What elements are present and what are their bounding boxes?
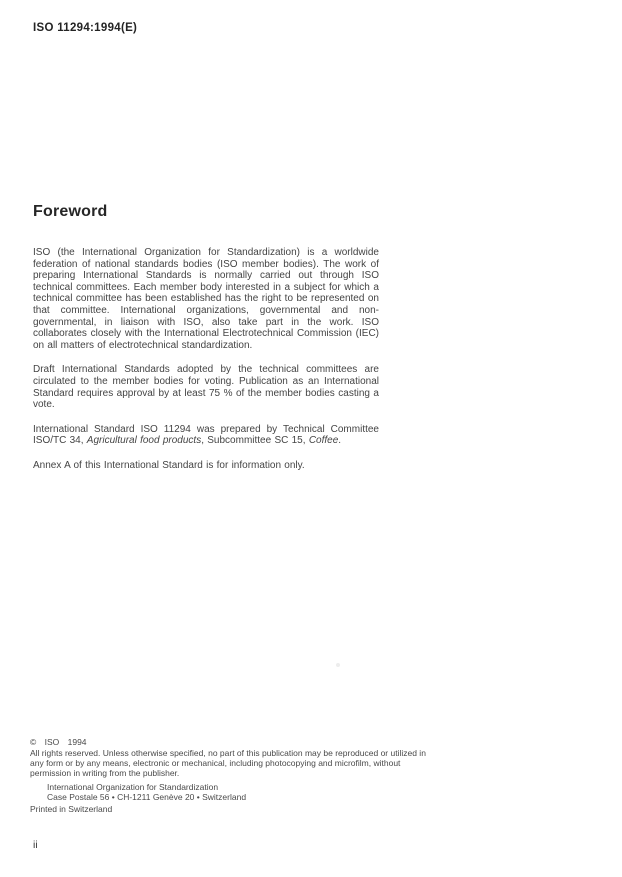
paragraph-3-segment: , Subcommittee SC 15, bbox=[201, 435, 309, 447]
paragraph-3-segment: International Standard ISO 11294 was prepared by Technical Committee ISO/TC 34, bbox=[33, 423, 379, 447]
publisher-address: Case Postale 56 • CH-1211 Genève 20 • Switzerland bbox=[47, 792, 247, 802]
publisher-name: International Organization for Standardization bbox=[47, 782, 219, 792]
copyright-notice: © ISO 1994 bbox=[30, 737, 87, 747]
rights-reserved-text: All rights reserved. Unless otherwise specified, no part of this publication may be reproduced or utilized in any form or by any means, electronic or mechanical, including photocopying and microfilm, without permission in writing from the publisher. bbox=[30, 748, 426, 778]
scan-artifact bbox=[336, 663, 340, 667]
committee-name-italic: Agricultural food products bbox=[86, 435, 202, 447]
standard-reference-header: ISO 11294:1994(E) bbox=[33, 22, 138, 34]
subcommittee-name-italic: Coffee bbox=[308, 435, 339, 447]
printed-in-line: Printed in Switzerland bbox=[30, 804, 113, 814]
foreword-paragraph-4: Annex A of this International Standard is for information only. bbox=[33, 459, 305, 471]
page-number: ii bbox=[33, 839, 38, 851]
foreword-section bbox=[33, 203, 379, 485]
paragraph-3-segment: . bbox=[338, 435, 342, 447]
foreword-paragraph-2: Draft International Standards adopted by the technical committees are circulated to the member bodies for voting. Publication as an International Standard requires approval by at least 75 % of the member bodies casting a vote. bbox=[33, 364, 379, 411]
foreword-title: Foreword bbox=[33, 203, 108, 220]
copyright-footer bbox=[30, 737, 430, 814]
foreword-paragraph-3 bbox=[33, 424, 379, 447]
foreword-paragraph-1: ISO (the International Organization for Standardization) is a worldwide federation of national standards bodies (ISO member bodies). The work of preparing International Standards is normally carried out through ISO technical committees. Each member body interested in a subject for which a technical committee has been established has the right to be represented on that committee. International organizations, governmental and non-governmental, in liaison with ISO, also take part in the work. ISO collaborates closely with the International Electrotechnical Commission (IEC) on all matters of electrotechnical standardization. bbox=[33, 247, 379, 351]
publisher-block bbox=[47, 782, 430, 802]
